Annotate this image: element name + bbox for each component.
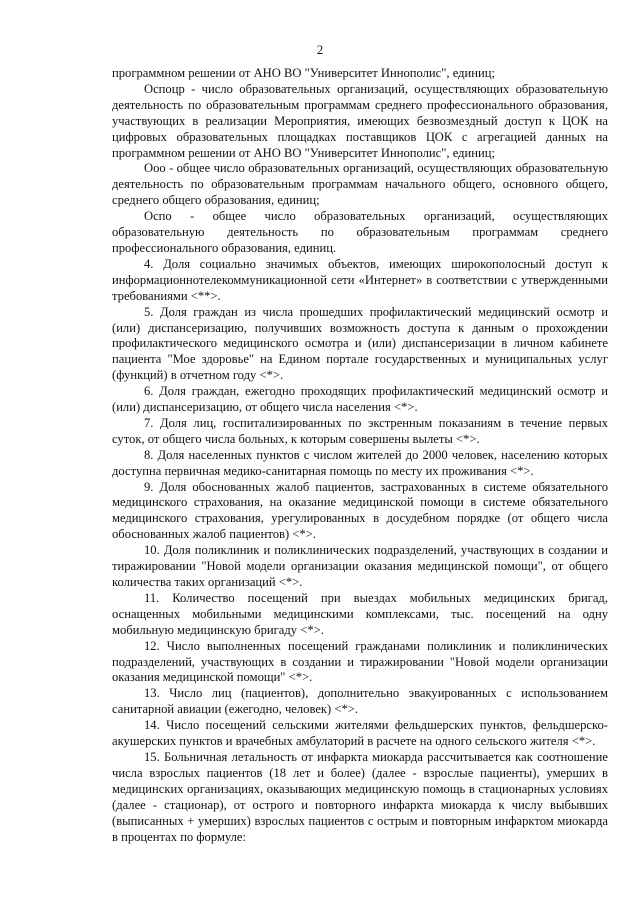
paragraph-item-6: 6. Доля граждан, ежегодно проходящих профилактический медицинский осмотр и (или) диспансеризацию, от общего числа населения <*>. <box>112 384 608 415</box>
page-number: 2 <box>316 42 324 57</box>
paragraph-item-8: 8. Доля населенных пунктов с числом жителей до 2000 человек, населению которых доступна первичная медико-санитарная помощь по месту их проживания <*>. <box>112 447 608 478</box>
document-body <box>112 66 608 845</box>
paragraph-item-4: 4. Доля социально значимых объектов, имеющих широкополосный доступ к информационнотелекоммуникационной сети «Интернет» в соответствии с утвержденными требованиями <**>. <box>112 256 608 303</box>
paragraph-item-14: 14. Число посещений сельскими жителями фельдшерских пунктов, фельдшерско-акушерских пунктов и врачебных амбулаторий в расчете на одного сельского жителя <*>. <box>112 718 608 749</box>
paragraph-item-13: 13. Число лиц (пациентов), дополнительно эвакуированных с использованием санитарной авиации (ежегодно, человек) <*>. <box>112 686 608 717</box>
paragraph-ospocr-definition: Оспоцр - число образовательных организаций, осуществляющих образовательную деятельность по образовательным программам среднего профессионального образования, участвующих в реализации Мероприятия, имеющих безвозмездный доступ к ЦОК на цифровых образовательных площадках поставщиков ЦОК с агрегацией данных на программном решении от АНО ВО "Университет Иннополис", единиц; <box>112 81 608 160</box>
paragraph-item-12: 12. Число выполненных посещений гражданами поликлиник и поликлинических подразделений, участвующих в создании и тиражировании "Новой модели организации оказания медицинской помощи" <*>. <box>112 638 608 685</box>
paragraph-item-10: 10. Доля поликлиник и поликлинических подразделений, участвующих в создании и тиражировании "Новой модели организации оказания медицинской помощи", от общего количества таких организаций <*>. <box>112 543 608 589</box>
paragraph-ospo-definition: Оспо - общее число образовательных организаций, осуществляющих образовательную деятельность по образовательным программам среднего профессионального образования, единиц. <box>112 209 608 255</box>
paragraph-item-7: 7. Доля лиц, госпитализированных по экстренным показаниям в течение первых суток, от общего числа больных, к которым совершены вылеты <*>. <box>112 415 608 446</box>
paragraph-ooo-definition: Ооо - общее число образовательных организаций, осуществляющих образовательную деятельность по образовательным программам начального общего, основного общего, среднего общего образования, единиц; <box>112 161 608 208</box>
paragraph-item-15: 15. Больничная летальность от инфаркта миокарда рассчитывается как соотношение числа взрослых пациентов (18 лет и более) (далее - взрослые пациенты), умерших в медицинских организациях, оказывающих медицинскую помощь в стационарных условиях (далее - стационар), от острого и повторного инфаркта миокарда к числу выбывших (выписанных + умерших) взрослых пациентов с острым и повторным инфарктом миокарда в процентах по формуле: <box>112 749 608 844</box>
paragraph-continuation: программном решении от АНО ВО "Университет Иннополис", единиц; <box>112 66 495 80</box>
paragraph-item-11: 11. Количество посещений при выездах мобильных медицинских бригад, оснащенных мобильными медицинскими комплексами, тыс. посещений на одну мобильную медицинскую бригаду <*>. <box>112 590 608 637</box>
paragraph-item-9: 9. Доля обоснованных жалоб пациентов, застрахованных в системе обязательного медицинского страхования, на оказание медицинской помощи в системе обязательного медицинского страхования, урегулированных в досудебном порядке (от общего числа обоснованных жалоб пациентов) <*>. <box>112 479 608 542</box>
paragraph-item-5: 5. Доля граждан из числа прошедших профилактический медицинский осмотр и (или) диспансеризацию, получивших возможность доступа к данным о прохождении профилактического медицинского осмотра и (или) диспансеризации в личном кабинете пациента "Мое здоровье" на Едином портале государственных и муниципальных услуг (функций) в отчетном году <*>. <box>112 304 608 383</box>
